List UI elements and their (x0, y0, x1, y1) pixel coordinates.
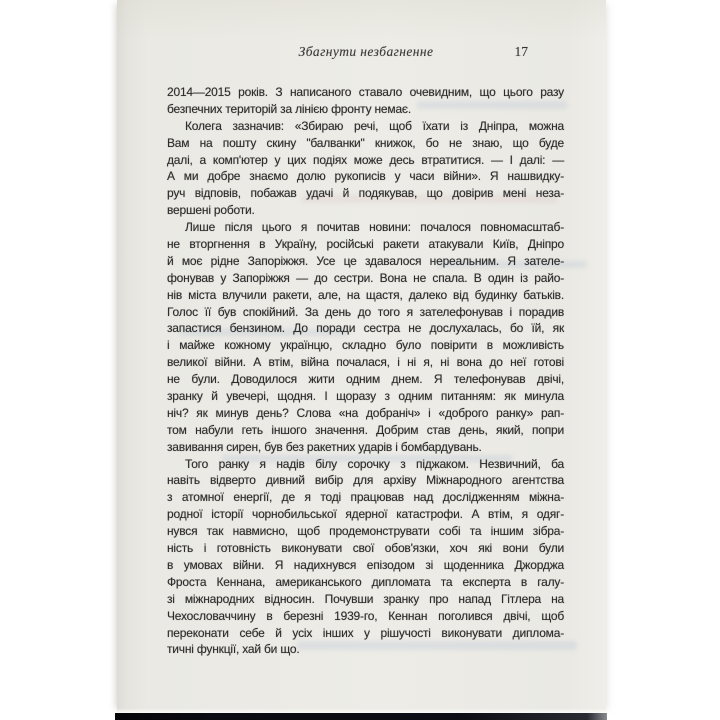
text-line: Голос її був спокійний. За день до того я зателефонував і порадив (167, 304, 564, 319)
dark-table-surface (115, 713, 607, 720)
text-line: зі міжнародних відносин. Почувши зранку про напад Гітлера на (167, 591, 564, 606)
text-line: в умовах війни. Я надихнувся епізодом зі щоденника Джорджа (167, 557, 564, 572)
text-line: з атомної енергії, де я тоді працював над дослідженням міжна- (167, 490, 564, 505)
text-line: далі, а комп'ютер у цих подіях може десь втратитися. — І далі: — (167, 152, 564, 167)
text-line: Вам на пошту скину "балванки" книжок, бо не знаю, що буде (167, 135, 564, 150)
text-line: нів міста влучили ракети, але, на щастя, далеко від будинку батьків. (167, 287, 564, 302)
text-line: Колега зазначив: «Збираю речі, щоб їхати із Дніпра, можна (185, 118, 564, 133)
text-line: Чехословаччину в березні 1939-го, Кеннан поголився двічі, щоб (167, 608, 564, 623)
text-line: великої війни. А втім, війна почалася, і ні я, ні вона до неї готові (167, 355, 564, 370)
text-line: Лише після цього я почитав новини: почалося повномасштаб- (185, 220, 564, 235)
text-line: навіть відверто дивний вибір для архіву Міжнародного агентства (167, 473, 564, 488)
text-line: безпечних територій за лінією фронту немає. (167, 101, 411, 116)
text-line: Того ранку я надів білу сорочку з піджаком. Незвичний, ба (185, 456, 564, 471)
text-line: ніч? як минув день? Слова «на добраніч» і «доброго ранку» рап- (167, 405, 564, 420)
text-line: фонував у Запоріжжя — до сестри. Вона не спала. В один із райо- (167, 270, 564, 285)
body-text (167, 84, 564, 658)
text-line: переконати себе й усіх інших у рішучості виконувати диплома- (167, 625, 564, 640)
page-header (168, 44, 564, 62)
text-line: і майже кожному українцю, складно було повірити в можливість (167, 338, 564, 353)
text-line: нувся так навмисно, щоб продемонструвати собі та іншим зібра- (167, 524, 564, 539)
text-line: родної історії чорнобильської ядерної катастрофи. А втім, я одяг- (167, 507, 564, 522)
text-line: й моє рідне Запоріжжя. Усе це здавалося нереальним. Я зателе- (167, 253, 564, 268)
text-line: Фроста Кеннана, американського дипломата та експерта в галу- (167, 574, 564, 589)
text-line: запастися бензином. До поради сестра не дослухалась, бо їй, як (167, 321, 564, 336)
text-line: не були. Доводилося жити одним днем. Я телефонував двічі, (167, 372, 564, 387)
text-line: зранку й увечері, щодня. І щоразу з одним питанням: як минула (167, 389, 564, 404)
book-page (117, 0, 606, 713)
text-line: 2014—2015 років. З написаного ставало очевидним, що цього разу (167, 85, 564, 99)
text-line: завивання сирен, був без ракетних ударів і бомбардувань. (167, 439, 482, 454)
text-line: том набули геть іншого значення. Добрим став день, який, попри (167, 422, 564, 437)
text-line: не вторгнення в Україну, російські ракети атакували Київ, Дніпро (167, 237, 564, 252)
text-line: вершені роботи. (167, 203, 255, 218)
running-title: Збагнути незбагненне (298, 44, 434, 59)
text-line: тичні функції, хай би що. (167, 642, 300, 657)
text-line: ність і готовність виконувати свої обов'язки, хоч які вони були (167, 541, 564, 556)
page-number: 17 (514, 44, 528, 59)
text-line: руч відповів, побажав удачі й подякував, що довірив мені неза- (167, 186, 564, 201)
text-line: А ми добре знаємо долю рукописів у часи війни». Я нашвидку- (167, 169, 564, 184)
